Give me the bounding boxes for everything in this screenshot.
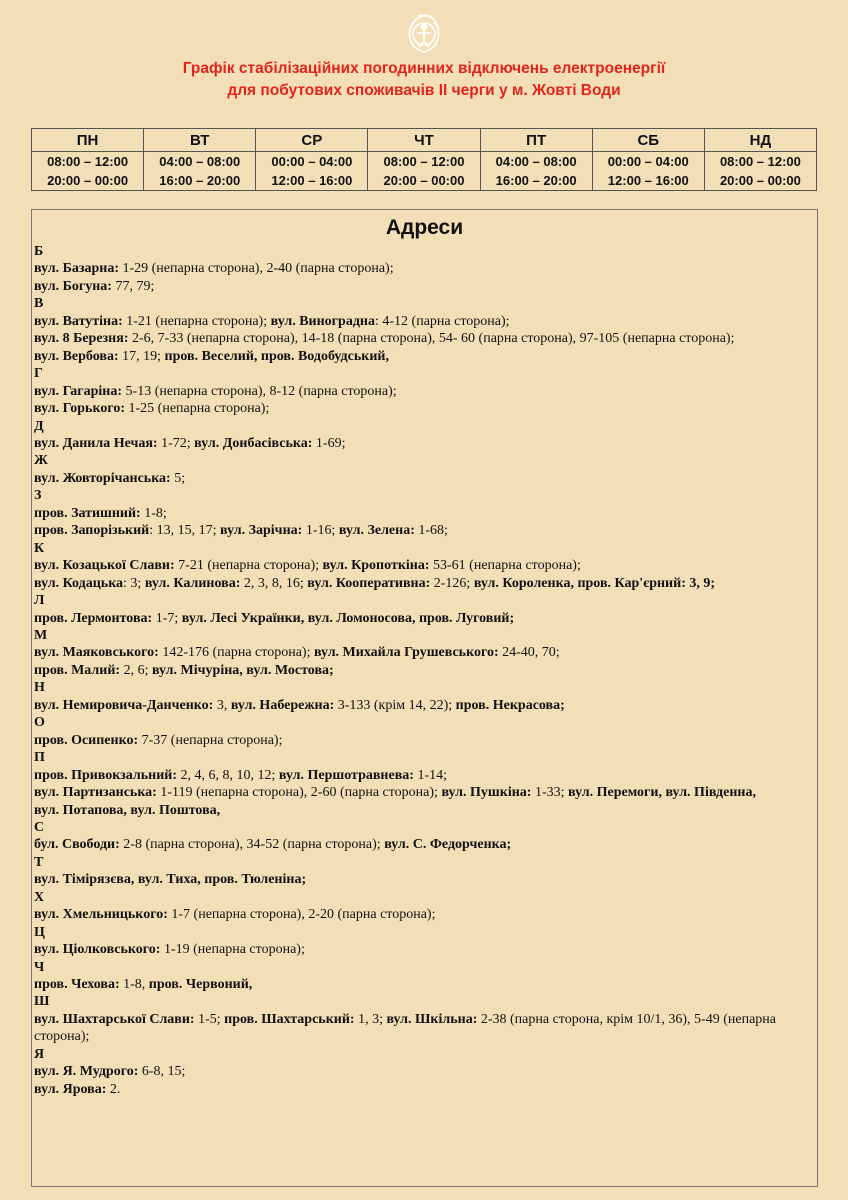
street-name: пров. Малий:: [34, 662, 121, 678]
address-line: [34, 383, 814, 400]
street-name: вул. Першотравнева:: [278, 767, 414, 783]
section-letter: Д: [34, 418, 44, 434]
house-numbers: 1-19 (непарна сторона);: [160, 942, 305, 958]
schedule-cell: [480, 152, 592, 191]
street-name: вул. Горького:: [34, 401, 126, 417]
house-numbers: 24-40, 70;: [498, 645, 560, 661]
address-line: [34, 836, 814, 853]
schedule-cell: [368, 152, 480, 191]
house-numbers: 1-72;: [157, 435, 195, 451]
house-numbers: 1-7 (непарна сторона), 2-20 (парна сторона);: [167, 907, 436, 923]
street-name: вул. Набережна:: [230, 697, 335, 713]
address-line: [34, 330, 814, 347]
street-name: вул. Гагаріна:: [34, 383, 123, 399]
time-slot-2: 20:00 – 00:00: [719, 173, 801, 188]
address-line: [34, 697, 814, 714]
street-name: вул. Донбасівська:: [194, 435, 313, 451]
section-letter: З: [34, 488, 42, 504]
street-name: вул. С. Федорченка;: [384, 837, 512, 853]
street-name: бул. Свободи:: [34, 837, 120, 853]
street-name: вул. Виноградна: [270, 313, 375, 329]
house-numbers: 1-21 (непарна сторона);: [122, 313, 271, 329]
address-line: [34, 610, 814, 627]
street-name: вул. Лесі Українки, вул. Ломоносова, пров. Луговий;: [181, 610, 515, 626]
title-line-1: Графік стабілізаційних погодинних відключень електроенергії: [182, 60, 666, 77]
street-name: пров. Затишний:: [34, 505, 141, 521]
section-letter: П: [34, 750, 45, 766]
street-name: вул. Шахтарської Слави:: [34, 1011, 195, 1027]
house-numbers: : 4-12 (парна сторона);: [374, 313, 510, 329]
street-name: вул. Короленка, пров. Кар'єрний: 3, 9;: [473, 575, 716, 591]
time-slot-2: 16:00 – 20:00: [159, 173, 241, 188]
address-line: [34, 906, 814, 923]
street-name: пров. Червоний,: [148, 977, 253, 993]
street-name: вул. Ціолковського:: [34, 942, 161, 958]
address-line: [34, 662, 814, 679]
house-numbers: 1-7;: [152, 610, 182, 626]
street-name: вул. Зарічна:: [220, 523, 303, 539]
section-letter: Ж: [34, 453, 48, 469]
street-name: вул. Тімірязєва, вул. Тиха, пров. Тюленіна;: [34, 872, 307, 888]
house-numbers: 77, 79;: [111, 278, 155, 294]
street-name: вул. Шкільна:: [386, 1011, 478, 1027]
schedule-cell: [592, 152, 704, 191]
section-letter: С: [34, 819, 45, 835]
street-name: вул. 8 Березня:: [34, 331, 129, 347]
street-name: пров. Веселий, пров. Водобудський,: [164, 348, 389, 364]
street-name: вул. Кропоткіна:: [322, 558, 430, 574]
street-name: вул. Богуна:: [34, 278, 112, 294]
house-numbers: 1-14;: [413, 767, 447, 783]
time-slot-1: 08:00 – 12:00: [383, 154, 465, 169]
time-slot-2: 20:00 – 00:00: [47, 173, 129, 188]
street-name: вул. Вербова:: [34, 348, 119, 364]
schedule-cell: [144, 152, 256, 191]
address-line: [34, 313, 814, 330]
house-numbers: 1-25 (непарна сторона);: [125, 401, 270, 417]
address-line: [34, 400, 814, 417]
house-numbers: 2-8 (парна сторона), 34-52 (парна сторона);: [119, 837, 385, 853]
house-numbers: 1-8,: [119, 977, 149, 993]
street-name: пров. Привокзальний:: [34, 767, 178, 783]
day-header: СБ: [592, 129, 704, 152]
time-slot-1: 08:00 – 12:00: [47, 154, 129, 169]
street-name: вул. Ярова:: [34, 1081, 107, 1097]
street-name: вул. Я. Мудрого:: [34, 1064, 139, 1080]
street-name: вул. Жовторічанська:: [34, 470, 171, 486]
day-header: ПН: [32, 129, 144, 152]
house-numbers: 7-37 (непарна сторона);: [138, 732, 283, 748]
section-letter: Ч: [34, 959, 45, 975]
time-slot-1: 00:00 – 04:00: [607, 154, 689, 169]
house-numbers: 1-8;: [140, 505, 167, 521]
address-line: [34, 802, 814, 819]
time-slot-1: 04:00 – 08:00: [495, 154, 577, 169]
address-line: [34, 575, 814, 592]
street-name: вул. Потапова, вул. Поштова,: [34, 802, 221, 818]
street-name: вул. Маяковського:: [34, 645, 159, 661]
house-numbers: 2.: [106, 1081, 121, 1097]
street-name: вул. Кооперативна:: [307, 575, 431, 591]
section-letter: М: [34, 627, 48, 643]
street-name: вул. Калинова:: [144, 575, 241, 591]
title-line-2: для побутових споживачів II черги у м. Жовті Води: [227, 82, 621, 99]
section-letter: Б: [34, 244, 44, 259]
company-logo-icon: [400, 10, 448, 60]
house-numbers: 5;: [170, 470, 186, 486]
address-line: [34, 260, 814, 277]
house-numbers: 2-6, 7-33 (непарна сторона), 14-18 (парна сторона), 54- 60 (парна сторона), 97-105 (непарна сторона);: [128, 331, 735, 347]
address-line: [34, 976, 814, 993]
house-numbers: 1-119 (непарна сторона), 2-60 (парна сторона);: [156, 785, 442, 801]
house-numbers: 1-5;: [194, 1011, 225, 1027]
address-line: [34, 435, 814, 452]
street-name: вул. Кодацька: [34, 575, 124, 591]
section-letter: Т: [34, 854, 44, 870]
house-numbers: 1-68;: [414, 523, 448, 539]
section-letter: Г: [34, 366, 43, 382]
house-numbers: 1-16;: [302, 523, 339, 539]
section-letter: В: [34, 296, 44, 312]
day-header: ЧТ: [368, 129, 480, 152]
street-name: пров. Лермонтова:: [34, 610, 153, 626]
time-slot-1: 04:00 – 08:00: [159, 154, 241, 169]
schedule-cell: [256, 152, 368, 191]
time-slot-2: 12:00 – 16:00: [607, 173, 689, 188]
street-name: пров. Чехова:: [34, 977, 120, 993]
house-numbers: 17, 19;: [118, 348, 165, 364]
street-name: вул. Немировича-Данченко:: [34, 697, 214, 713]
street-name: вул. Хмельницького:: [34, 907, 168, 923]
day-header: ВТ: [144, 129, 256, 152]
schedule-slots-row: [32, 152, 817, 191]
time-slot-1: 00:00 – 04:00: [271, 154, 353, 169]
house-numbers: 6-8, 15;: [138, 1064, 186, 1080]
addresses-heading: Адреси: [385, 216, 464, 239]
house-numbers: 1-29 (непарна сторона), 2-40 (парна сторона);: [118, 261, 394, 277]
street-name: вул. Базарна:: [34, 261, 119, 277]
house-numbers: 3-133 (крім 14, 22);: [334, 697, 456, 713]
street-name: вул. Данила Нечая:: [34, 435, 158, 451]
address-line: [34, 644, 814, 661]
house-numbers: 1-33;: [531, 785, 568, 801]
section-letter: Ш: [34, 994, 50, 1010]
time-slot-2: 20:00 – 00:00: [383, 173, 465, 188]
house-numbers: : 13, 15, 17;: [149, 523, 221, 539]
page-title: [0, 58, 848, 102]
time-slot-1: 08:00 – 12:00: [719, 154, 801, 169]
day-header: НД: [704, 129, 816, 152]
street-name: пров. Некрасова;: [455, 697, 565, 713]
schedule-cell: [32, 152, 144, 191]
address-line: [34, 348, 814, 365]
schedule-header-row: [32, 129, 817, 152]
street-name: вул. Пушкіна:: [441, 785, 532, 801]
house-numbers: 1, 3;: [354, 1011, 387, 1027]
house-numbers: 3,: [213, 697, 231, 713]
street-name: вул. Козацької Слави:: [34, 558, 175, 574]
day-header: СР: [256, 129, 368, 152]
house-numbers: 2, 3, 8, 16;: [240, 575, 308, 591]
address-line: [34, 557, 814, 574]
address-line: [34, 522, 814, 539]
address-line: [34, 767, 814, 784]
section-letter: Л: [34, 593, 45, 609]
section-letter: Я: [34, 1046, 45, 1062]
house-numbers: 1-69;: [312, 435, 346, 451]
street-name: вул. Партизанська:: [34, 785, 157, 801]
house-numbers: 7-21 (непарна сторона);: [174, 558, 323, 574]
street-name: вул. Ватутіна:: [34, 313, 123, 329]
address-line: [34, 1011, 814, 1046]
day-header: ПТ: [480, 129, 592, 152]
house-numbers: : 3;: [123, 575, 145, 591]
address-line: [34, 1063, 814, 1080]
street-name: вул. Мічуріна, вул. Мостова;: [151, 662, 334, 678]
address-line: [34, 278, 814, 295]
street-name: пров. Осипенко:: [34, 732, 139, 748]
address-line: [34, 470, 814, 487]
section-letter: К: [34, 540, 45, 556]
section-letter: Н: [34, 680, 45, 696]
address-line: [34, 732, 814, 749]
section-letter: Х: [34, 889, 45, 905]
address-line: [34, 941, 814, 958]
addresses-list: [34, 243, 814, 1098]
house-numbers: 2, 6;: [120, 662, 152, 678]
street-name: пров. Шахтарський:: [224, 1011, 355, 1027]
street-name: пров. Запорізький: [34, 523, 150, 539]
street-name: вул. Михайла Грушевського:: [313, 645, 499, 661]
time-slot-2: 12:00 – 16:00: [271, 173, 353, 188]
address-line: [34, 784, 814, 801]
address-line: [34, 1081, 814, 1098]
house-numbers: 2-126;: [430, 575, 474, 591]
time-slot-2: 16:00 – 20:00: [495, 173, 577, 188]
section-letter: О: [34, 715, 45, 731]
schedule-cell: [704, 152, 816, 191]
house-numbers: 142-176 (парна сторона);: [158, 645, 314, 661]
schedule-table: [31, 128, 817, 191]
house-numbers: 53-61 (непарна сторона);: [429, 558, 581, 574]
house-numbers: 2, 4, 6, 8, 10, 12;: [177, 767, 279, 783]
street-name: вул. Зелена:: [338, 523, 415, 539]
street-name: вул. Перемоги, вул. Південна,: [568, 785, 756, 801]
address-line: [34, 871, 814, 888]
addresses-section: [31, 209, 818, 1187]
house-numbers: 2-38 (парна сторона, крім 10/1, 36), 5-49 (непарна сторона);: [34, 1011, 776, 1045]
house-numbers: 5-13 (непарна сторона), 8-12 (парна сторона);: [122, 383, 397, 399]
section-letter: Ц: [34, 924, 45, 940]
address-line: [34, 505, 814, 522]
